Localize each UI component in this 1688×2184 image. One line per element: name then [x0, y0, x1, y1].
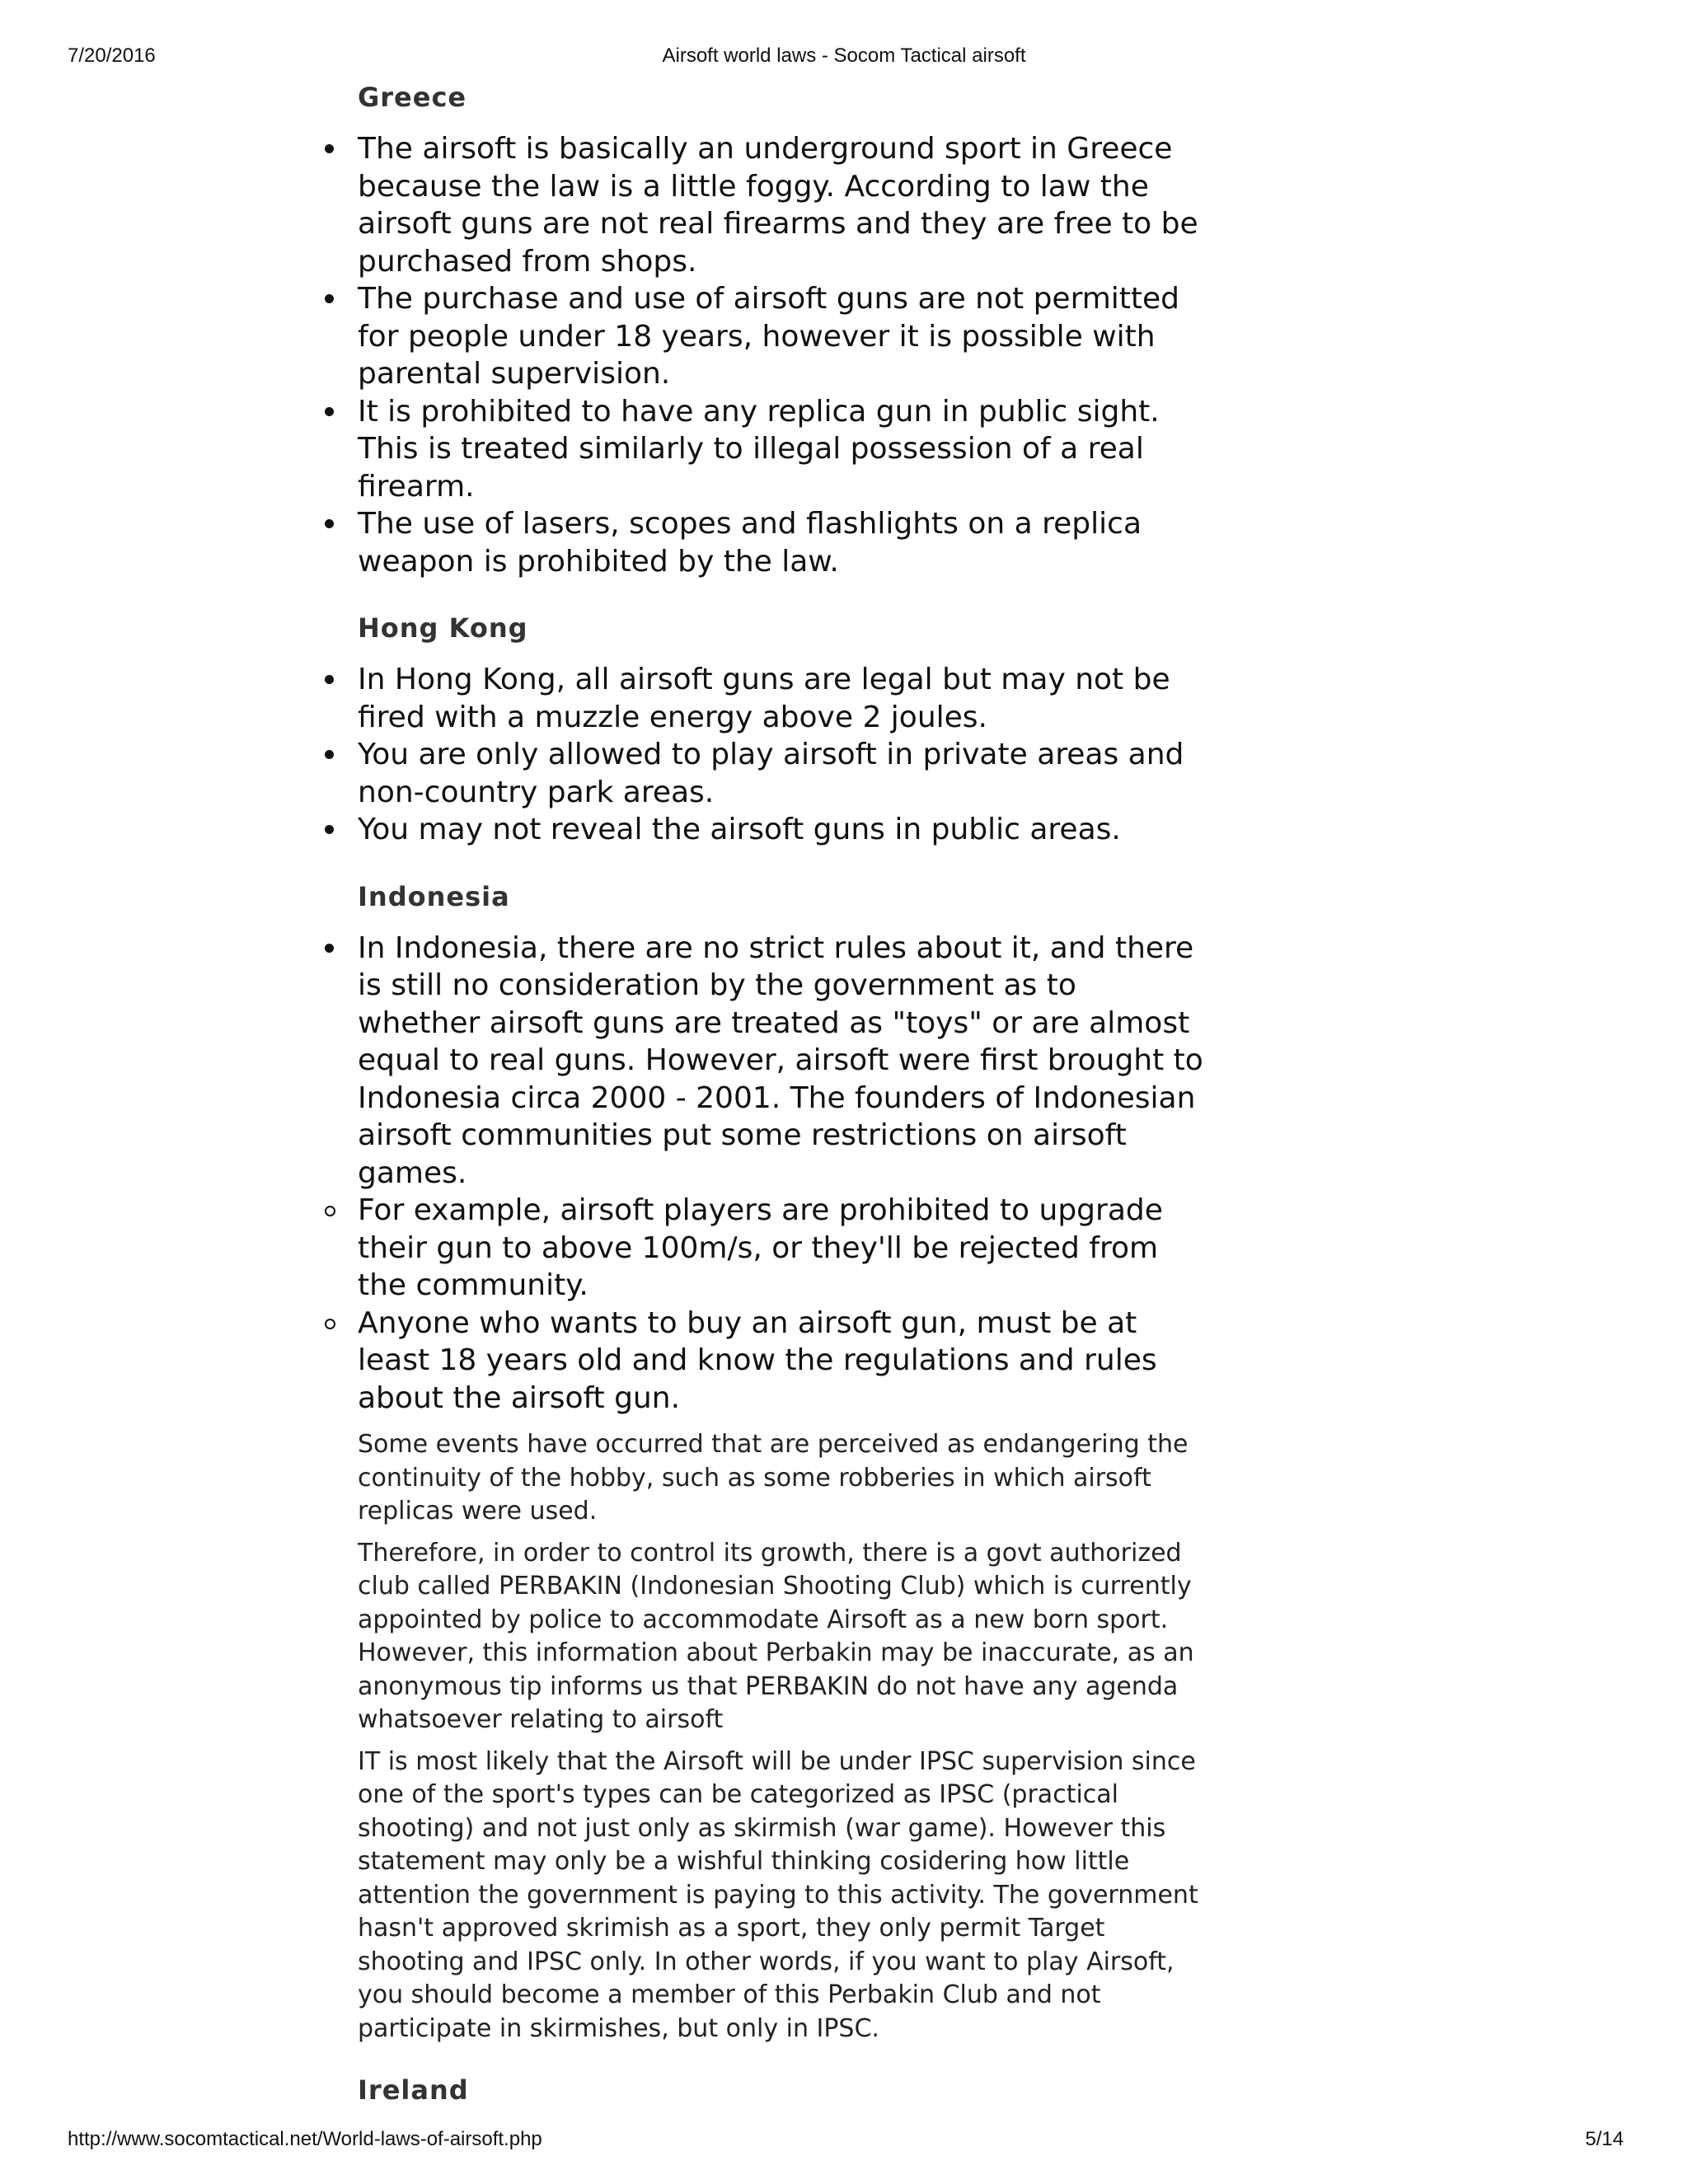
list-item: In Hong Kong, all airsoft guns are legal but may not be fired with a muzzle energy above 2 joules.: [358, 661, 1207, 736]
article-content: [358, 74, 1207, 2113]
indonesia-paragraph-events: Some events have occurred that are perceived as endangering the continuity of the hobby, such as some robberies in which airsoft replicas were used.: [358, 1430, 1189, 1526]
section-heading-hong-kong: Hong Kong: [358, 612, 528, 644]
page-title: Airsoft world laws - Socom Tactical airsoft: [662, 45, 1026, 67]
bullet-disc-icon: [325, 944, 334, 953]
list-item: You may not reveal the airsoft guns in public areas.: [358, 811, 1207, 849]
list-item: For example, airsoft players are prohibited to upgrade their gun to above 100m/s, or they'll be rejected from the community.: [358, 1192, 1207, 1305]
section-heading-greece: Greece: [358, 82, 467, 113]
section-heading-indonesia: Indonesia: [358, 880, 510, 912]
list-item: It is prohibited to have any replica gun in public sight. This is treated similarly to illegal possession of a real firearm.: [358, 393, 1207, 506]
bullet-circle-icon: [325, 1206, 335, 1216]
bullet-disc-icon: [325, 144, 334, 153]
source-url: http://www.socomtactical.net/World-laws-of-airsoft.php: [68, 2128, 542, 2150]
bullet-disc-icon: [325, 407, 334, 416]
list-item: Anyone who wants to buy an airsoft gun, must be at least 18 years old and know the regulations and rules about the airsoft gun.: [358, 1305, 1207, 1418]
indonesia-list: [358, 930, 1207, 1418]
list-item: The purchase and use of airsoft guns are not permitted for people under 18 years, however it is possible with parental supervision.: [358, 280, 1207, 393]
hong-kong-list: [358, 661, 1207, 849]
list-item: The use of lasers, scopes and flashlights on a replica weapon is prohibited by the law.: [358, 505, 1207, 580]
bullet-disc-icon: [325, 675, 334, 684]
greece-list: [358, 130, 1207, 580]
bullet-circle-icon: [325, 1319, 335, 1329]
page-number: 5/14: [1585, 2128, 1624, 2150]
print-date: 7/20/2016: [68, 45, 156, 67]
list-item: You are only allowed to play airsoft in private areas and non-country park areas.: [358, 736, 1207, 811]
bullet-disc-icon: [325, 825, 334, 834]
bullet-disc-icon: [325, 519, 334, 528]
list-item: The airsoft is basically an underground sport in Greece because the law is a little foggy. According to law the airsoft guns are not real firearms and they are free to be purchased from shops.: [358, 130, 1207, 280]
bullet-disc-icon: [325, 750, 334, 759]
section-heading-ireland: Ireland: [358, 2074, 469, 2106]
list-item: In Indonesia, there are no strict rules about it, and there is still no consideration by the government as to whether airsoft guns are treated as "toys" or are almost equal to real guns. However, airsoft were first brought to Indonesia circa 2000 - 2001. The founders of Indonesian airsoft communities put some restrictions on airsoft games.: [358, 930, 1207, 1193]
indonesia-paragraph-perbakin: Therefore, in order to control its growth, there is a govt authorized club called PERBAKIN (Indonesian Shooting Club) which is currently appointed by police to accommodate Airsoft as a new born sport. However, this information about Perbakin may be inaccurate, as an anonymous tip informs us that PERBAKIN do not have any agenda whatsoever relating to airsoft: [358, 1538, 1194, 1734]
bullet-disc-icon: [325, 294, 334, 303]
indonesia-paragraph-ipsc: IT is most likely that the Airsoft will be under IPSC supervision since one of the sport's types can be categorized as IPSC (practical shooting) and not just only as skirmish (war game). However this statement may only be a wishful thinking cosidering how little attention the government is paying to this activity. The government hasn't approved skrimish as a sport, they only permit Target shooting and IPSC only. In other words, if you want to play Airsoft, you should become a member of this Perbakin Club and not participate in skirmishes, but only in IPSC.: [358, 1746, 1198, 2043]
